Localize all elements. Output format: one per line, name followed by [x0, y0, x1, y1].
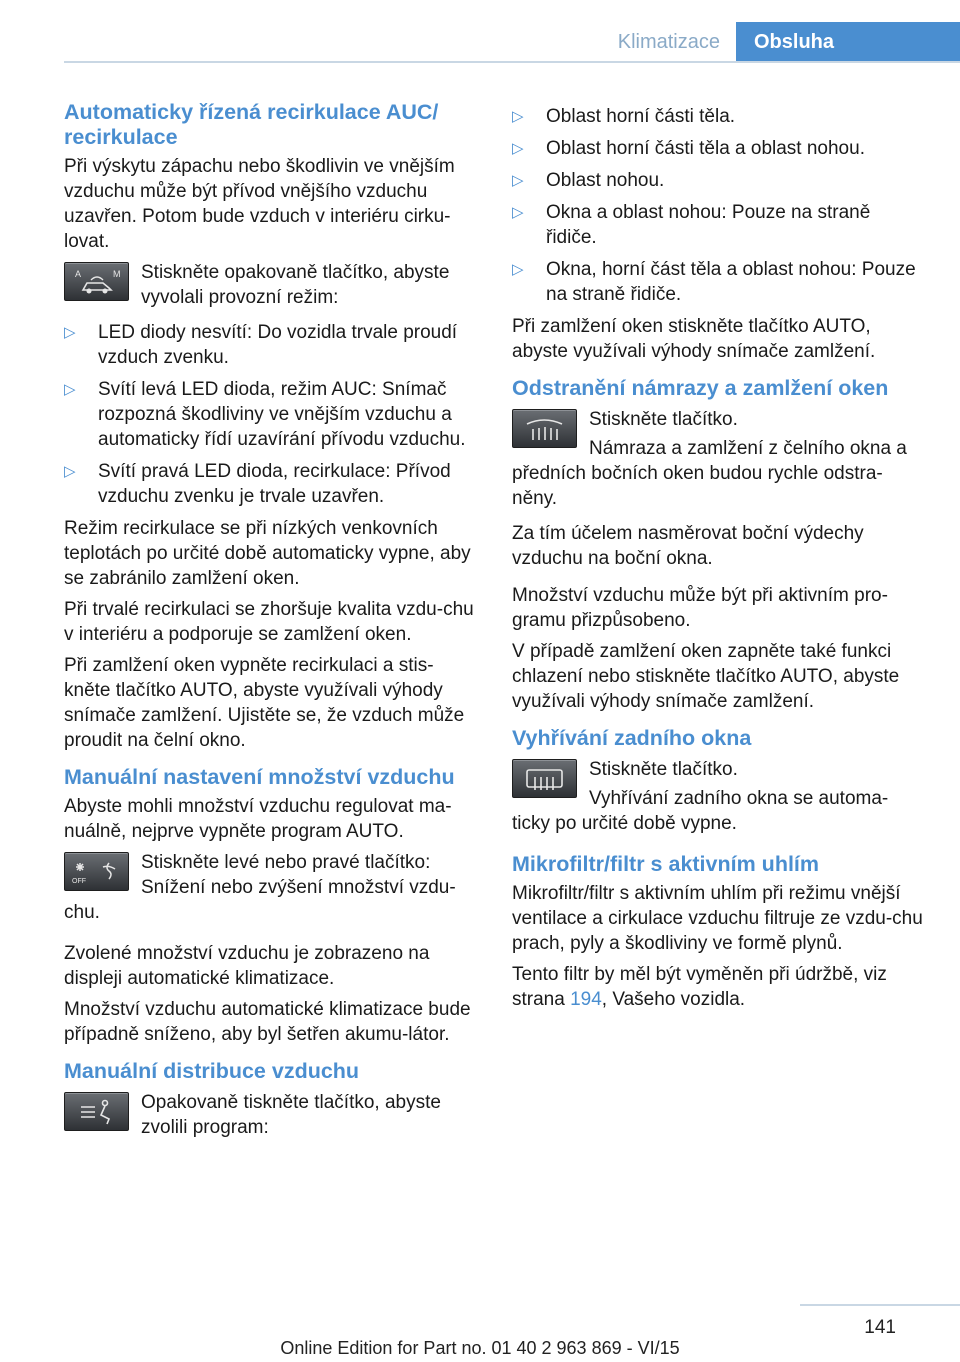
auc-button-row — [64, 260, 478, 314]
list-item: ▷ Oblast horní části těla a oblast nohou. — [512, 138, 865, 159]
rear-window-heating-icon — [512, 759, 577, 798]
auc-intro: Při výskytu zápachu nebo škodlivin ve vnějším vzduchu může být přívod vnějšího vzduchu uzavřen. Potom bude vzduch v interiéru cirku-lovat. — [64, 156, 455, 252]
air-distribution-paragraph: Při zamlžení oken stiskněte tlačítko AUTO, abyste využívali výhody snímače zamlžení. — [512, 316, 876, 362]
windshield-defrost-icon — [512, 409, 577, 448]
defrost-button-row — [512, 407, 926, 515]
air-distribution-list — [512, 104, 926, 307]
auc-icon-m-label: M — [113, 269, 121, 279]
defrost-paragraph-3: V případě zamlžení oken zapněte také funkci chlazení nebo stiskněte tlačítko AUTO, abyste využívali výhody snímače zamlžení. — [512, 641, 900, 712]
list-item: ▷ Svítí levá LED dioda, režim AUC: Snímač rozpozná škodliviny ve vnějším vzduchu a automaticky řídí uzavírání přívodu vzduchu. — [64, 379, 466, 450]
triangle-bullet-icon: ▷ — [512, 140, 524, 157]
air-distribution-button-text: Opakovaně tiskněte tlačítko, abyste zvolili program: — [141, 1092, 441, 1138]
rear-window-button-text-2: Vyhřívání zadního okna se automa-ticky po určité době vypne. — [512, 788, 889, 834]
rear-window-button-row — [512, 757, 926, 840]
page-number: 141 — [864, 1317, 896, 1338]
page-reference-link[interactable]: 194 — [570, 989, 602, 1010]
air-amount-button-text: Stiskněte levé nebo pravé tlačítko: Snížení nebo zvýšení množství vzdu-chu. — [64, 852, 456, 923]
list-item: ▷ Oblast nohou. — [512, 170, 665, 191]
section-tab-klimatizace[interactable]: Klimatizace — [617, 31, 720, 53]
list-item: ▷ Oblast horní části těla. — [512, 106, 736, 127]
list-item: ▷ Okna, horní část těla a oblast nohou: Pouze na straně řidiče. — [512, 259, 916, 305]
filter-paragraph-1: Mikrofiltr/filtr s aktivním uhlím při režimu vnější ventilace a cirkulace vzduchu filtruje ze vzdu-chu prach, pyly a škodliviny ve formě plynů. — [512, 883, 923, 954]
air-icon-off-label: OFF — [72, 878, 86, 885]
air-amount-button-row — [64, 850, 478, 929]
defrost-paragraph-2: Množství vzduchu může být při aktivním pro-gramu přizpůsobeno. — [512, 585, 888, 631]
auc-paragraph-3: Při zamlžení oken vypněte recirkulaci a stis-kněte tlačítko AUTO, abyste využívali výhody snímače zamlžení. Ujistěte se, že vzduch může proudit na čelní okno. — [64, 655, 465, 751]
rear-window-heading: Vyhřívání zadního okna — [512, 726, 752, 750]
recirculation-button-icon — [64, 262, 129, 301]
list-item: ▷ Svítí pravá LED dioda, recirkulace: Přívod vzduchu zvenku je trvale uzavřen. — [64, 461, 451, 507]
right-column — [512, 100, 926, 1018]
auc-heading: Automaticky řízená recirkulace AUC/ recirkulace — [64, 100, 439, 149]
triangle-bullet-icon: ▷ — [64, 381, 76, 398]
air-amount-heading: Manuální nastavení množství vzduchu — [64, 765, 455, 789]
chapter-tab-obsluha[interactable]: Obsluha — [736, 22, 960, 63]
list-item: ▷ LED diody nesvítí: Do vozidla trvale proudí vzduch zvenku. — [64, 322, 458, 368]
auc-mode-list — [64, 320, 478, 509]
air-distribution-heading: Manuální distribuce vzduchu — [64, 1059, 360, 1083]
list-item: ▷ Okna a oblast nohou: Pouze na straně řidiče. — [512, 202, 871, 248]
defrost-heading: Odstranění námrazy a zamlžení oken — [512, 376, 889, 400]
filter-text-start: Tento filtr by měl být vyměněn při údržbě, viz strana — [512, 964, 887, 1010]
triangle-bullet-icon: ▷ — [64, 324, 76, 341]
triangle-bullet-icon: ▷ — [512, 108, 524, 125]
defrost-paragraph-1: Za tím účelem nasměrovat boční výdechy vzduchu na boční okna. — [512, 523, 864, 569]
left-column — [64, 100, 478, 1150]
air-distribution-button-row — [64, 1090, 478, 1144]
auc-button-text: Stiskněte opakovaně tlačítko, abyste vyvolali provozní režim: — [141, 262, 450, 308]
defrost-button-text-2: Námraza a zamlžení z čelního okna a předních bočních oken budou rychle odstra-něny. — [512, 438, 907, 509]
air-amount-intro: Abyste mohli množství vzduchu regulovat ma-nuálně, nejprve vypněte program AUTO. — [64, 796, 452, 842]
triangle-bullet-icon: ▷ — [64, 463, 76, 480]
filter-heading: Mikrofiltr/filtr s aktivním uhlím — [512, 852, 820, 876]
fan-button-icon — [64, 852, 129, 891]
triangle-bullet-icon: ▷ — [512, 204, 524, 221]
air-distribution-button-icon — [64, 1092, 129, 1131]
rear-window-button-text-1: Stiskněte tlačítko. — [589, 759, 738, 780]
triangle-bullet-icon: ▷ — [512, 172, 524, 189]
auc-paragraph-2: Při trvalé recirkulaci se zhoršuje kvalita vzdu-chu v interiéru a podporuje se zamlžení oken. — [64, 599, 474, 645]
filter-paragraph-2 — [512, 962, 926, 1012]
triangle-bullet-icon: ▷ — [512, 261, 524, 278]
defrost-button-text-1: Stiskněte tlačítko. — [589, 409, 738, 430]
footer-rule — [800, 1304, 960, 1306]
auc-paragraph-1: Režim recirkulace se při nízkých venkovních teplotách po určité době automaticky vypne, aby se zabránilo zamlžení oken. — [64, 518, 471, 589]
auc-icon-a-label: A — [75, 269, 82, 279]
air-amount-paragraph-1: Zvolené množství vzduchu je zobrazeno na displeji automatické klimatizace. — [64, 943, 430, 989]
air-amount-paragraph-2: Množství vzduchu automatické klimatizace bude případně sníženo, aby byl šetřen akumu-látor. — [64, 999, 471, 1045]
edition-footer: Online Edition for Part no. 01 40 2 963 869 - VI/15 — [280, 1338, 680, 1358]
filter-text-end: , Vašeho vozidla. — [601, 989, 746, 1010]
header-rule — [64, 61, 960, 63]
